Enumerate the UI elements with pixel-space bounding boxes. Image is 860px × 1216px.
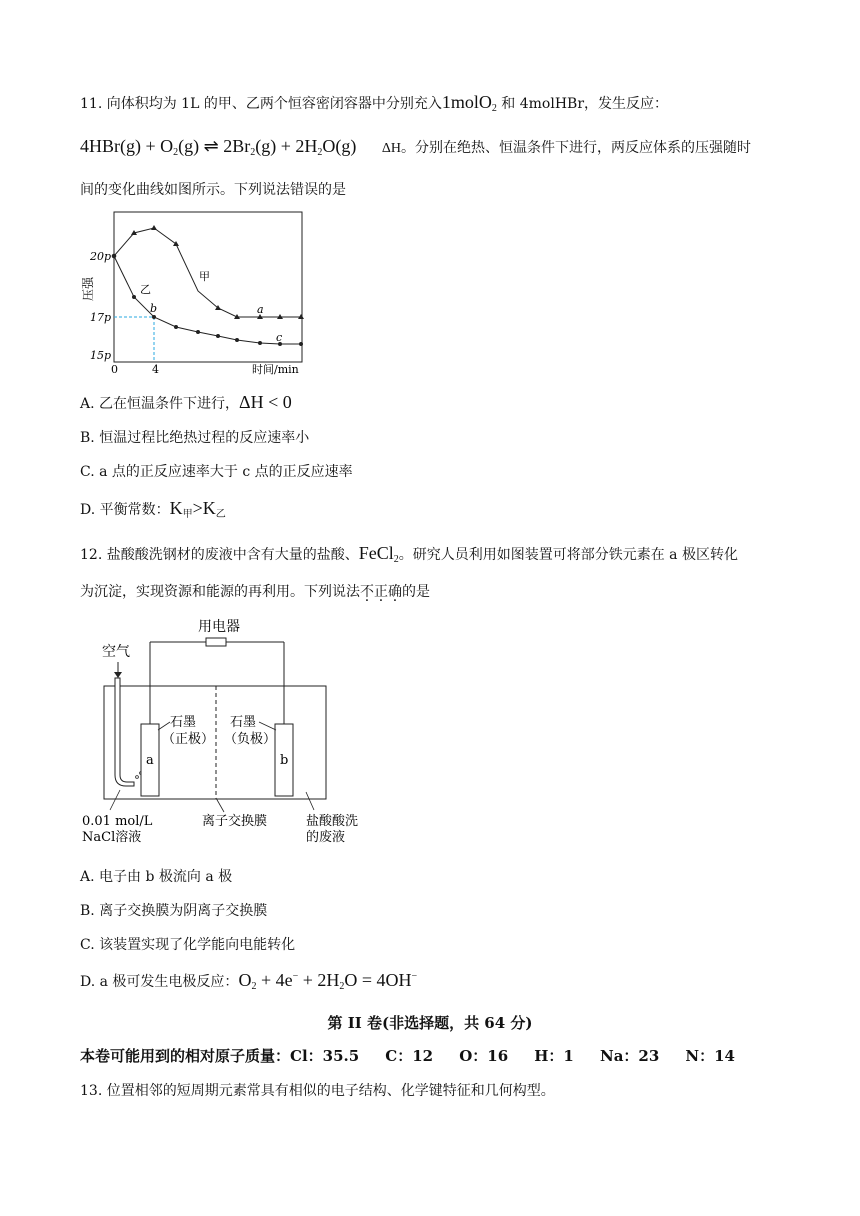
q12-option-c: C. 该装置实现了化学能向电能转化 bbox=[80, 937, 296, 953]
q11-option-d: D. 平衡常数：$K_甲>K_乙$ bbox=[80, 498, 226, 520]
label-yi: 乙 bbox=[140, 283, 151, 296]
ytick-20p: 20p bbox=[90, 250, 112, 263]
q11-intro-tail: 和 4molHBr，发生反应： bbox=[496, 96, 669, 112]
xtick-4: 4 bbox=[152, 363, 159, 376]
chart-ylabel: 压强 bbox=[81, 276, 95, 301]
marker-yi-4 bbox=[196, 330, 200, 334]
electrode-b-label: b bbox=[280, 753, 289, 768]
marker-yi-6 bbox=[235, 338, 239, 342]
chart-xlabel: 时间/min bbox=[252, 363, 299, 376]
ytick-15p: 15p bbox=[90, 349, 112, 362]
emphasis-char: 不 bbox=[360, 584, 374, 600]
graphite-negative-label-2: （负极） bbox=[224, 732, 277, 747]
pointer-membrane bbox=[216, 798, 224, 812]
marker-jia-2 bbox=[151, 225, 157, 230]
graphite-negative-label-1: 石墨 bbox=[230, 715, 257, 730]
xtick-0: 0 bbox=[111, 363, 118, 376]
label-point-b: b bbox=[150, 302, 158, 315]
air-arrow-head bbox=[114, 672, 122, 678]
marker-yi-7 bbox=[258, 341, 262, 345]
graphite-positive-label-1: 石墨 bbox=[170, 715, 197, 730]
emphasis-char: 确 bbox=[388, 584, 402, 600]
q12-option-a: A. 电子由 b 极流向 a 极 bbox=[80, 869, 233, 885]
marker-yi-2 bbox=[152, 315, 156, 319]
nacl-label-2: NaCl溶液 bbox=[82, 830, 142, 845]
pointer-graphite-neg bbox=[259, 722, 276, 730]
atomic-masses: 本卷可能用到的相对原子质量：Cl：35.5 C：12 O：16 H：1 Na：23 N：14 bbox=[80, 1047, 735, 1065]
series-yi-markers bbox=[112, 254, 303, 346]
marker-yi-9 bbox=[299, 342, 303, 346]
label-point-c: c bbox=[276, 331, 283, 344]
marker-yi-3 bbox=[174, 325, 178, 329]
marker-start bbox=[112, 254, 117, 259]
q11-intro-text: 11. 向体积均为 1L 的甲、乙两个恒容密闭容器中分别充入 bbox=[80, 96, 442, 112]
section-title: 第 II 卷(非选择题，共 64 分) bbox=[327, 1014, 533, 1032]
pointer-nacl bbox=[110, 790, 120, 810]
q12-option-d: D. a 极可发生电极反应：$O_2 + 4e^- + 2H_2O = 4OH^-$ bbox=[80, 970, 418, 992]
waste-label-2: 的废液 bbox=[306, 830, 346, 845]
marker-jia-3 bbox=[173, 241, 179, 246]
q12-line1: 12. 盐酸酸洗钢材的废液中含有大量的盐酸、FeCl$_2$。研究人员利用如图装置可将部分铁元素在 a 极区转化 bbox=[80, 543, 738, 565]
graphite-positive-label-2: （正极） bbox=[162, 732, 215, 747]
appliance-resistor bbox=[206, 638, 226, 646]
nacl-label-1: 0.01 mol/L bbox=[82, 814, 153, 829]
pointer-graphite-pos bbox=[158, 722, 170, 730]
pointer-waste bbox=[306, 792, 314, 810]
marker-yi-1 bbox=[132, 295, 136, 299]
electrode-a-label: a bbox=[146, 753, 154, 768]
q11-eq-tail: 。分别在绝热、恒温条件下进行，两反应体系的压强随时 bbox=[400, 140, 751, 156]
bubble-1 bbox=[136, 776, 139, 779]
q11-option-b: B. 恒温过程比绝热过程的反应速率小 bbox=[80, 430, 310, 446]
q11-line3: 间的变化曲线如图所示。下列说法错误的是 bbox=[80, 182, 346, 198]
q11-option-a: A. 乙在恒温条件下进行，ΔH < 0 bbox=[80, 392, 292, 412]
label-jia: 甲 bbox=[199, 270, 210, 283]
electrolysis-apparatus-diagram bbox=[74, 612, 374, 852]
ytick-17p: 17p bbox=[90, 311, 112, 324]
emphasis-char: 正 bbox=[374, 584, 388, 600]
q13-text: 13. 位置相邻的短周期元素常具有相似的电子结构、化学键特征和几何构型。 bbox=[80, 1083, 555, 1099]
q11-option-c: C. a 点的正反应速率大于 c 点的正反应速率 bbox=[80, 464, 353, 480]
q11-o2-amount: 1molO$_2$ bbox=[441, 92, 497, 114]
air-tube bbox=[115, 678, 134, 786]
pressure-time-chart bbox=[74, 205, 314, 380]
q11-line1 bbox=[80, 92, 668, 114]
q11-equation: $4HBr(g) + O_2(g)$ ⇌ $2Br_2(g) + 2H_2O(g)$ bbox=[80, 136, 357, 158]
appliance-label: 用电器 bbox=[198, 619, 240, 635]
waste-label-1: 盐酸酸洗 bbox=[306, 814, 359, 829]
marker-yi-5 bbox=[216, 334, 220, 338]
air-label: 空气 bbox=[102, 644, 130, 660]
q11-delta-h: ΔH bbox=[381, 141, 401, 156]
q12-line2: 为沉淀，实现资源和能源的再利用。下列说法不正确的是 bbox=[80, 584, 430, 600]
membrane-label: 离子交换膜 bbox=[202, 814, 268, 829]
label-point-a: a bbox=[257, 303, 264, 316]
q11-equation-line bbox=[80, 136, 751, 158]
q12-option-b: B. 离子交换膜为阴离子交换膜 bbox=[80, 903, 268, 919]
